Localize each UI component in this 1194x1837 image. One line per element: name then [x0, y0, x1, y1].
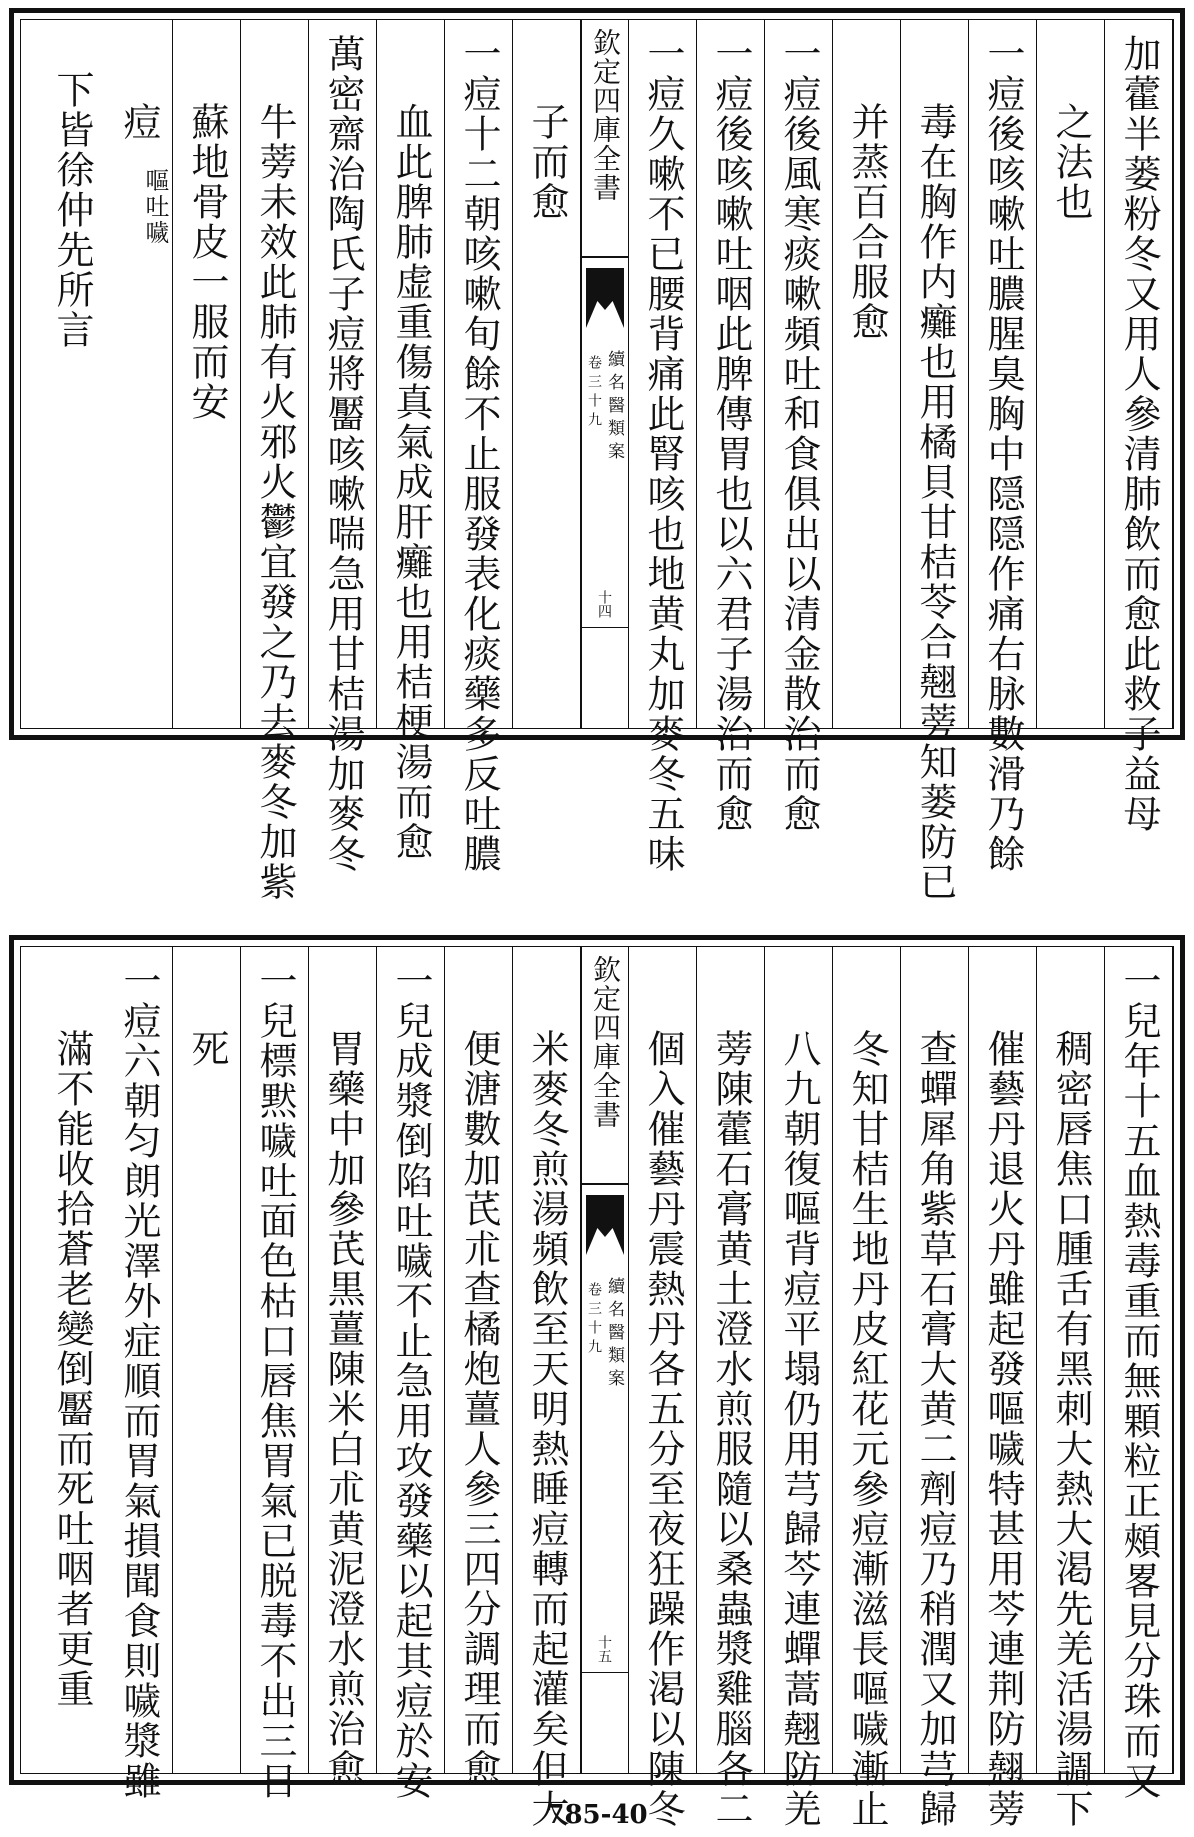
column-text: 一痘後咳嗽吐咽此脾傳胃也以六君子湯治而愈	[709, 34, 753, 834]
text-column	[445, 947, 513, 1789]
page-heart	[581, 20, 629, 728]
header-title: 欽定四庫全書	[589, 28, 622, 202]
top-page-frame	[20, 19, 1174, 902]
header-volume: 卷三十九	[586, 1282, 602, 1358]
text-column	[1037, 20, 1105, 728]
column-text: 稠密唇焦口腫舌有黑刺大熱大渇先羌活湯調下	[1049, 1029, 1093, 1829]
column-text: 滿不能收拾蒼老變倒靨而死吐咽者更重	[50, 1029, 94, 1709]
text-column	[377, 20, 445, 862]
column-text: 死	[185, 1029, 229, 1069]
text-column	[309, 20, 377, 874]
column-text: 催藝丹退火丹雖起發嘔噦特甚用芩連荆防翹蒡	[981, 1029, 1025, 1829]
text-column	[901, 947, 969, 1829]
column-text: 下皆徐仲先所言	[50, 70, 94, 350]
section-heading-note: 嘔吐噦	[141, 168, 169, 246]
text-column	[15, 947, 105, 1773]
text-column	[513, 947, 581, 1829]
column-text: 并蒸百合服愈	[845, 102, 889, 342]
text-column	[901, 20, 969, 902]
header-book-title: 續名醫類案	[604, 350, 624, 465]
text-column	[697, 20, 765, 834]
text-column	[173, 947, 241, 1773]
text-column	[15, 20, 105, 728]
header-page-number: 十五	[596, 1635, 612, 1663]
text-column	[833, 947, 901, 1829]
column-text: 便溏數加芪朮查橘炮薑人參三四分調理而愈	[457, 1029, 501, 1789]
page-heart	[581, 947, 629, 1773]
column-text: 萬密齋治陶氏子痘將靨咳嗽喘急用甘桔湯加麥冬	[321, 34, 365, 874]
text-column	[765, 20, 833, 834]
text-column	[833, 20, 901, 728]
column-text: 一痘十二朝咳嗽旬餘不止服發表化痰藥多反吐膿	[457, 34, 501, 874]
column-text: 毒在胸作内癱也用橘貝甘桔苓合翹蒡知蒌防已	[913, 102, 957, 902]
column-text: 一痘久嗽不已腰背痛此腎咳也地黄丸加麥冬五味	[641, 34, 685, 874]
column-text: 加藿半蒌粉冬又用人參清肺飲而愈此救子益母	[1117, 34, 1161, 834]
column-text: 子而愈	[525, 102, 569, 222]
column-text: 之法也	[1049, 102, 1093, 222]
column-text: 個入催藝丹震熱丹各五分至夜狂躁作渇以陳冬	[641, 1029, 685, 1829]
header-page-number: 十四	[596, 590, 612, 618]
column-text: 蒡陳藿石膏黄土澄水煎服隨以桑蟲漿雞腦各二	[709, 1029, 753, 1829]
top-page	[9, 8, 1185, 902]
column-text: 一痘後風寒痰嗽頻吐和食俱出以清金散治而愈	[777, 34, 821, 834]
section-heading: 痘	[117, 102, 161, 142]
header-volume: 卷三十九	[586, 355, 602, 431]
column-text: 冬知甘桔生地丹皮紅花元參痘漸滋長嘔噦漸止	[845, 1029, 889, 1829]
column-text: 一兒成漿倒陷吐噦不止急用攻發藥以起其痘於安	[389, 961, 433, 1801]
column-text: 一痘六朝匀朗光澤外症順而胃氣損聞食則噦漿雖	[117, 961, 161, 1801]
column-text: 血此脾肺虚重傷真氣成肝癱也用桔梗湯而愈	[389, 102, 433, 862]
text-column	[377, 947, 445, 1801]
text-column	[1037, 947, 1105, 1829]
text-column	[513, 20, 581, 728]
text-column	[241, 947, 309, 1801]
text-column	[445, 20, 513, 874]
section-heading-column	[105, 20, 173, 728]
header-title: 欽定四庫全書	[589, 955, 622, 1129]
text-column	[969, 947, 1037, 1829]
text-column	[105, 947, 173, 1801]
text-column	[241, 20, 309, 902]
fish-tail-mark-icon	[586, 1195, 624, 1255]
text-column	[173, 20, 241, 728]
fish-tail-mark-icon	[586, 268, 624, 328]
column-text: 蘇地骨皮一服而安	[185, 102, 229, 422]
column-text: 牛蒡未效此肺有火邪火鬱宜發之乃去麥冬加紫	[253, 102, 297, 902]
text-column	[309, 947, 377, 1789]
text-column	[1105, 20, 1173, 834]
text-column	[697, 947, 765, 1829]
column-text: 八九朝復嘔背痘平塌仍用芎歸芩連蟬蒿翹防羌	[777, 1029, 821, 1829]
text-column	[969, 20, 1037, 874]
header-book-title: 續名醫類案	[604, 1277, 624, 1392]
text-column	[765, 947, 833, 1829]
text-column	[1105, 947, 1173, 1801]
column-text: 一兒年十五血熱毒重而無顆粒正頰畧見分珠而又	[1117, 961, 1161, 1801]
text-column	[629, 20, 697, 874]
text-column	[629, 947, 697, 1829]
column-text: 米麥冬煎湯頻飲至天明熱睡痘轉而起灌矣但大	[525, 1029, 569, 1829]
column-text: 查蟬犀角紫草石膏大黄二劑痘乃稍潤又加芎歸	[913, 1029, 957, 1829]
scan-page-number: 785-40	[546, 1800, 648, 1830]
column-text: 一痘後咳嗽吐膿腥臭胸中隠隠作痛右脉數滑乃餘	[981, 34, 1025, 874]
column-text: 胃藥中加參芪黒薑陳米白朮黄泥澄水煎治愈	[321, 1029, 365, 1789]
column-text: 一兒標黙噦吐面色枯口唇焦胃氣已脱毒不出三日	[253, 961, 297, 1801]
